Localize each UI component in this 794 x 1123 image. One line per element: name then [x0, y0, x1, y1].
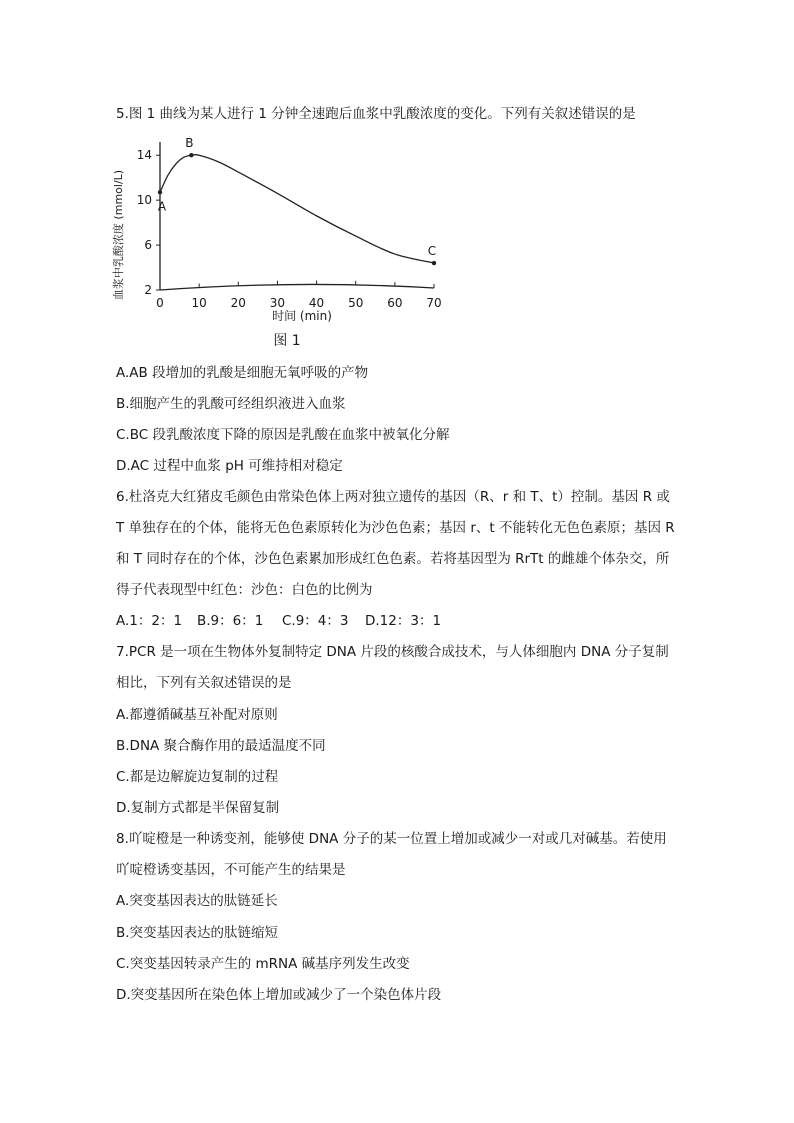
q6-option-c: C.9：4：3	[282, 613, 349, 629]
q8-option-c: C.突变基因转录产生的 mRNA 碱基序列发生改变	[116, 956, 410, 972]
figure-caption: 图 1	[273, 333, 301, 349]
y-tick-label: 6	[144, 238, 152, 253]
x-axis-label: 时间 (min)	[272, 309, 332, 323]
point-a	[158, 190, 162, 194]
x-tick-label: 30	[269, 296, 286, 310]
lactate-chart	[112, 130, 452, 355]
q6-option-a: A.1：2：1	[116, 613, 183, 629]
point-c	[432, 261, 436, 265]
x-tick-label: 0	[156, 296, 164, 310]
q5-stem: 5.图 1 曲线为某人进行 1 分钟全速跑后血浆中乳酸浓度的变化。下列有关叙述错误的是	[116, 106, 636, 122]
q8-option-b: B.突变基因表达的肽链缩短	[116, 925, 279, 941]
chart-curve	[157, 155, 437, 263]
q7-option-a: A.都遵循碱基互补配对原则	[116, 707, 278, 723]
q8-line-2: 吖啶橙诱变基因，不可能产生的结果是	[116, 862, 346, 878]
q6-line-2: T 单独存在的个体，能将无色色素原转化为沙色色素；基因 r、t 不能转化无色色素原；基因 R	[116, 520, 675, 536]
q5-option-d: D.AC 过程中血浆 pH 可维持相对稳定	[116, 458, 343, 474]
q7-option-d: D.复制方式都是半保留复制	[116, 800, 280, 816]
q7-line-1: 7.PCR 是一项在生物体外复制特定 DNA 片段的核酸合成技术，与人体细胞内 DNA 分子复制	[116, 644, 669, 660]
q6-option-d: D.12：3：1	[365, 613, 442, 629]
q7-option-c: C.都是边解旋边复制的过程	[116, 769, 279, 785]
x-tick-label: 20	[230, 296, 246, 310]
q7-line-2: 相比，下列有关叙述错误的是	[116, 675, 292, 691]
q6-line-4: 得子代表现型中红色：沙色：白色的比例为	[116, 582, 373, 598]
q6-line-1: 6.杜洛克大红猪皮毛颜色由常染色体上两对独立遗传的基因（R、r 和 T、t）控制。基因 R 或	[116, 489, 670, 505]
q8-option-a: A.突变基因表达的肽链延长	[116, 893, 278, 909]
point-label-c: C	[427, 244, 437, 259]
q5-option-c: C.BC 段乳酸浓度下降的原因是乳酸在血浆中被氧化分解	[116, 427, 450, 443]
q7-option-b: B.DNA 聚合酶作用的最适温度不同	[116, 738, 326, 754]
q8-line-1: 8.吖啶橙是一种诱变剂，能够使 DNA 分子的某一位置上增加或减少一对或几对碱基。若使用	[116, 831, 667, 847]
q5-option-b: B.细胞产生的乳酸可经组织液进入血浆	[116, 396, 346, 412]
y-axis-label: 血浆中乳酸浓度 (mmol/L)	[112, 169, 125, 301]
chart-axes	[137, 142, 442, 310]
x-tick-label: 10	[191, 296, 207, 310]
point-label-b: B	[185, 136, 194, 151]
q8-option-d: D.突变基因所在染色体上增加或减少了一个染色体片段	[116, 987, 442, 1003]
y-tick-label: 2	[144, 283, 152, 297]
x-tick-label: 70	[426, 296, 442, 310]
q6-line-3: 和 T 同时存在的个体，沙色色素累加形成红色色素。若将基因型为 RrTt 的雌雄个体杂交，所	[116, 551, 670, 567]
x-axis-line	[160, 284, 434, 290]
x-tick-label: 60	[387, 296, 403, 310]
point-label-a: A	[157, 199, 167, 214]
y-tick-label: 14	[136, 148, 152, 163]
q6-option-b: B.9：6：1	[197, 613, 264, 629]
figure-1	[112, 130, 452, 355]
point-b	[189, 153, 193, 157]
x-tick-label: 50	[348, 296, 364, 310]
q5-option-a: A.AB 段增加的乳酸是细胞无氧呼吸的产物	[116, 365, 369, 381]
lactate-curve	[157, 155, 437, 263]
y-tick-label: 10	[136, 193, 152, 208]
x-tick-label: 40	[308, 296, 325, 310]
